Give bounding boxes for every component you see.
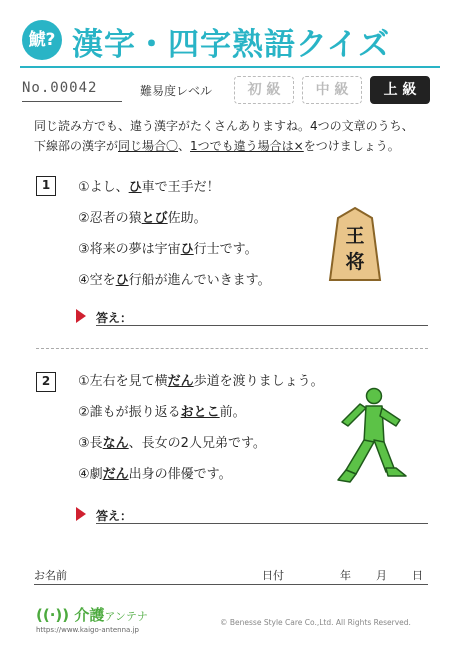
day-label: 日 — [412, 569, 423, 582]
question-2-line-4 — [78, 463, 232, 482]
instr-part: 、 — [178, 139, 191, 153]
shogi-piece-top-char: 王 — [345, 225, 365, 247]
line-text: ②忍者の猿 — [78, 211, 142, 226]
underlined-reading: ひ — [115, 273, 129, 288]
brand-url: https://www.kaigo-antenna.jp — [36, 626, 139, 634]
level-beginner: 初 級 — [234, 76, 294, 104]
difficulty-label: 難易度レベル — [140, 84, 213, 98]
number-underline — [22, 101, 122, 102]
question-2-line-1 — [78, 370, 324, 389]
walking-person-icon — [330, 386, 410, 486]
header-divider — [20, 66, 440, 68]
instr-same-rule: 同じ場合〇 — [118, 139, 179, 153]
worksheet-title: 漢字・四字熟語クイズ — [72, 27, 391, 63]
question-2-line-3 — [78, 432, 266, 451]
line-text: 佐助。 — [167, 211, 207, 226]
line-text: 歩道を渡りましょう。 — [193, 374, 324, 389]
instr-diff-rule: 1つでも違う場合は× — [190, 139, 304, 153]
brand-sub: アンテナ — [104, 610, 148, 623]
name-label: お名前 — [34, 569, 67, 582]
antenna-icon: ((·)) — [36, 606, 75, 624]
brand-logo — [36, 604, 148, 634]
line-text: 出身の俳優です。 — [128, 467, 232, 482]
question-1-answer-line[interactable] — [96, 325, 428, 326]
line-text: ③長 — [78, 436, 103, 451]
underlined-reading: だん — [102, 467, 129, 482]
underlined-reading: なん — [102, 436, 129, 451]
copyright: © Benesse Style Care Co.,Ltd. All Rights Reserved. — [220, 618, 411, 627]
level-advanced: 上 級 — [370, 76, 430, 104]
line-text: 車で王手だ！ — [141, 180, 220, 195]
line-text: 、長女の2人兄弟です。 — [128, 436, 266, 451]
question-2-line-2 — [78, 401, 246, 420]
line-text: ④劇 — [78, 467, 103, 482]
underlined-reading: ひ — [180, 242, 194, 257]
instructions-line-2 — [34, 136, 434, 156]
line-text: ②誰もが振り返る — [78, 405, 181, 420]
question-2-answer-line[interactable] — [96, 523, 428, 524]
month-label: 月 — [376, 569, 387, 582]
instr-part: 下線部の漢字が — [34, 139, 119, 153]
line-text: 行船が進んでいきます。 — [128, 273, 271, 288]
section-divider — [36, 348, 428, 349]
answer-marker-icon — [76, 309, 86, 323]
question-1-number: 1 — [36, 176, 56, 196]
underlined-reading: とび — [141, 211, 168, 226]
question-1-line-4 — [78, 269, 271, 288]
line-text: ④空を — [78, 273, 116, 288]
line-text: ①左右を見て横 — [78, 374, 168, 389]
quiz-badge-icon: 鯱? — [22, 20, 62, 60]
worksheet-number: No.00042 — [22, 80, 98, 96]
line-text: 行士です。 — [193, 242, 258, 257]
instructions — [34, 116, 434, 156]
date-label: 日付 — [262, 569, 284, 582]
worksheet-header — [20, 14, 440, 64]
shogi-piece-bottom-char: 将 — [345, 251, 365, 273]
question-2-answer-label: 答え： — [96, 509, 133, 523]
question-1-line-2 — [78, 207, 207, 226]
question-1-line-1 — [78, 176, 220, 195]
question-1-answer-label: 答え： — [96, 311, 133, 325]
question-1-line-3 — [78, 238, 258, 257]
underlined-reading: ひ — [128, 180, 142, 195]
brand-text — [36, 604, 148, 625]
level-intermediate: 中 級 — [302, 76, 362, 104]
underlined-reading: おとこ — [180, 405, 220, 420]
instructions-line-1: 同じ読み方でも、違う漢字がたくさんありますね。4つの文章のうち、 — [34, 119, 414, 133]
year-label: 年 — [340, 569, 351, 582]
underlined-reading: だん — [167, 374, 194, 389]
line-text: ①よし、 — [78, 180, 129, 195]
brand-main: 介護 — [74, 606, 105, 624]
answer-marker-icon — [76, 507, 86, 521]
question-2-number: 2 — [36, 372, 56, 392]
instr-part: をつけましょう。 — [303, 139, 400, 153]
line-text: 前。 — [219, 405, 246, 420]
line-text: ③将来の夢は宇宙 — [78, 242, 181, 257]
shogi-piece-icon — [326, 206, 384, 282]
name-date-line[interactable] — [34, 584, 428, 585]
